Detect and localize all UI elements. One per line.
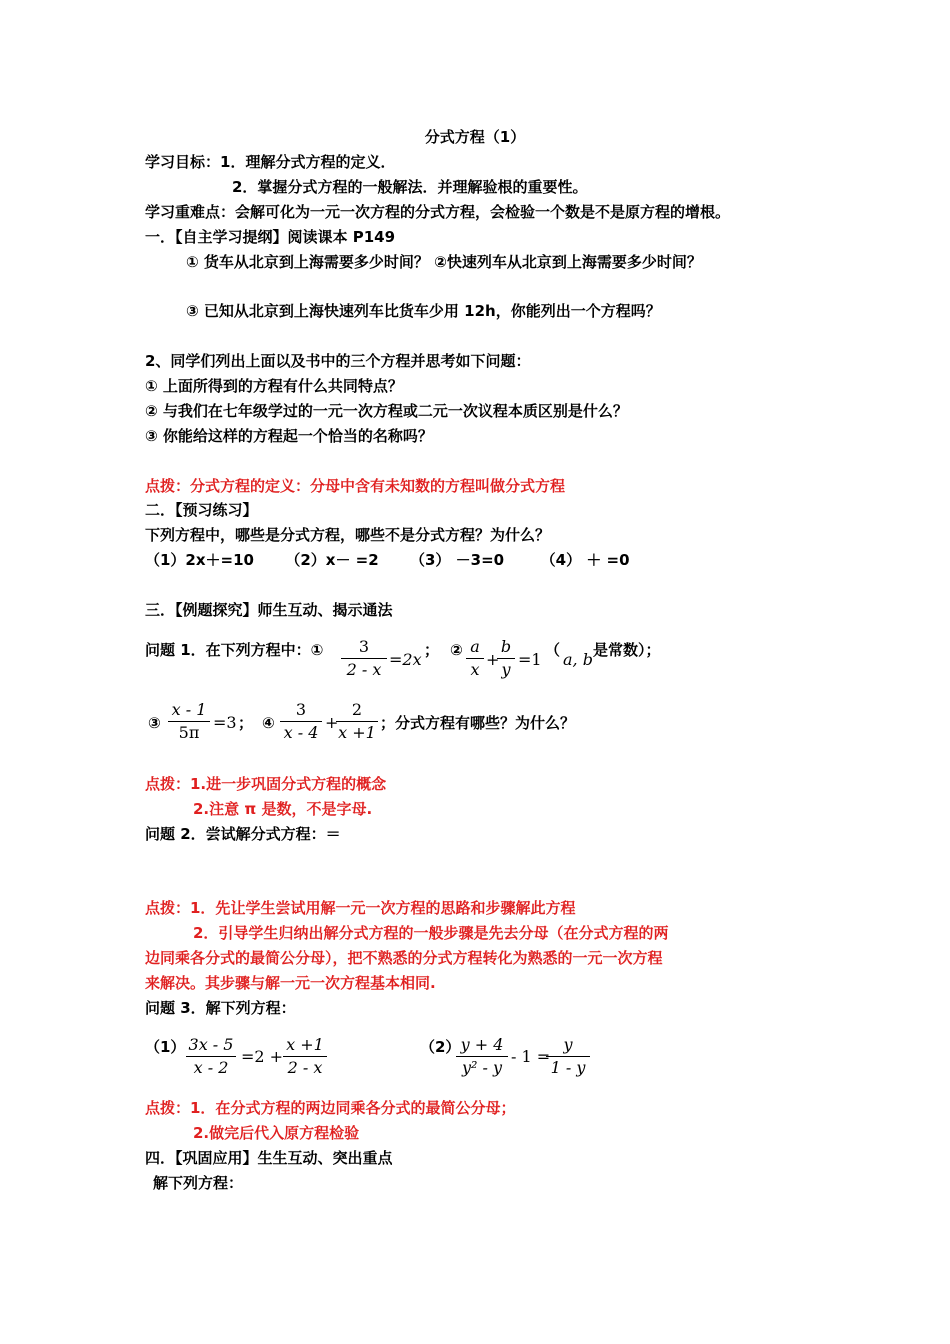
p3-eq2-denominator-2: 1 - y [550,1058,586,1077]
equation-1-numerator: 3 [358,637,370,656]
equation-2-denominator-y: y [501,660,511,679]
p3-eq2-numerator-2: y [563,1035,573,1054]
separator: ； [424,641,440,659]
constants-ab: a, b [563,650,593,669]
problem-3-label-2: （2） [420,1038,461,1056]
problem-1-label: 问题 1．在下列方程中：① [145,641,324,659]
plus-sign: + [486,650,500,669]
plus-sign: + [325,713,339,732]
equation-1-denominator: 2 - x [346,660,382,679]
constants-note: 是常数）； [593,641,661,659]
equation-4-numerator-2: 2 [351,700,363,719]
problem-2: 问题 2．尝试解分式方程：＝ [145,825,341,843]
problem-3-label-1: （1） [145,1038,186,1056]
think-item-1: ① 上面所得到的方程有什么共同特点？ [145,377,403,395]
p3-eq1-numerator-2: x +1 [286,1035,324,1054]
section-1-heading: 一．【自主学习提纲】阅读课本 P149 [145,228,396,246]
objective-2: 2．掌握分式方程的一般解法．并理解验根的重要性。 [232,178,588,196]
question-1-2: ① 货车从北京到上海需要多少时间？ ②快速列车从北京到上海需要多少时间？ [186,253,702,271]
equation-2-fraction-b [497,636,515,681]
separator: ； [238,714,254,732]
p3-eq1-fraction-2 [283,1034,327,1079]
equation-3-numerator: x - 1 [171,700,207,719]
hint-3b: 2.做完后代入原方程检验 [193,1124,360,1142]
think-item-3: ③ 你能给这样的方程起一个恰当的名称吗？ [145,427,433,445]
equation-2-numerator-b: b [500,637,512,656]
equation-3-fraction [168,699,210,744]
think-intro: 2、同学们列出上面以及书中的三个方程并思考如下问题： [145,352,531,370]
p3-eq1-numerator-1: 3x - 5 [188,1035,234,1054]
equation-2-numerator-a: a [470,637,480,656]
problem-3: 问题 3．解下列方程： [145,999,296,1017]
key-points: 学习重难点：会解可化为一元一次方程的分式方程，会检验一个数是不是原方程的增根。 [145,203,731,221]
p3-eq1-denominator-1: x - 2 [193,1058,229,1077]
hint-3a: 点拨：1．在分式方程的两边同乘各分式的最简公分母； [145,1099,516,1117]
equation-2-denominator-x: x [470,660,480,679]
circle-2: ② [450,641,463,659]
problem-1-question: ；分式方程有哪些？为什么？ [380,714,576,732]
hint-definition: 点拨：分式方程的定义：分母中含有未知数的方程叫做分式方程 [145,477,566,495]
equation-1-fraction [341,636,387,681]
hint-2c: 边同乘各分式的最简公分母），把不熟悉的分式方程转化为熟悉的一元一次方程 [145,949,663,967]
circle-4: ④ [262,714,275,732]
section-4-task: 解下列方程： [153,1174,244,1192]
hint-1a: 点拨：1.进一步巩固分式方程的概念 [145,775,387,793]
equation-4-denominator-2: x +1 [338,723,376,742]
circle-3: ③ [148,714,161,732]
hint-2b: 2．引导学生归纳出解分式方程的一般步骤是先去分母（在分式方程的两 [193,924,669,942]
equation-1-rhs: =2x [389,650,422,669]
think-item-2: ② 与我们在七年级学过的一元一次方程或二元一次议程本质区别是什么？ [145,402,628,420]
p3-eq1-fraction-1 [186,1034,236,1079]
equation-4-denominator-1: x - 4 [283,723,319,742]
equation-2-rhs: =1 [518,650,542,669]
equation-3-denominator: 5π [178,723,200,742]
hint-1b: 2.注意 π 是数，不是字母. [193,800,373,818]
paren-open: （ [545,641,561,659]
equation-4-numerator-1: 3 [295,700,307,719]
hint-2a: 点拨：1．先让学生尝试用解一元一次方程的思路和步骤解此方程 [145,899,576,917]
section-4-heading: 四．【巩固应用】生生互动、突出重点 [145,1149,393,1167]
equation-4-fraction-1 [280,699,322,744]
p3-eq2-fraction-1 [456,1034,508,1079]
p3-eq1-middle: =2 + [241,1047,284,1066]
equation-4-fraction-2 [336,699,378,744]
hint-2d: 来解决。其步骤与解一元一次方程基本相同. [145,974,436,992]
section-2-question: 下列方程中，哪些是分式方程，哪些不是分式方程？为什么？ [145,526,551,544]
p3-eq1-denominator-2: 2 - x [287,1058,323,1077]
p3-eq2-denominator-1: y² - y [461,1058,503,1077]
section-2-heading: 二．【预习练习】 [145,501,258,519]
equation-2-fraction-a [466,636,484,681]
section-2-items: （1）2x＋=10 （2）x－ =2 （3） －3=0 （4） ＋ =0 [145,551,630,569]
p3-eq2-numerator-1: y + 4 [460,1035,504,1054]
p3-eq2-fraction-2 [546,1034,590,1079]
equation-3-rhs: =3 [213,713,237,732]
p3-eq2-middle: - 1 = [511,1047,551,1066]
objective-1: 学习目标：1．理解分式方程的定义． [145,153,396,171]
section-3-heading: 三．【例题探究】师生互动、揭示通法 [145,601,393,619]
question-3: ③ 已知从北京到上海快速列车比货车少用 12h，你能列出一个方程吗？ [186,302,661,320]
page-title: 分式方程（1） [424,128,526,146]
